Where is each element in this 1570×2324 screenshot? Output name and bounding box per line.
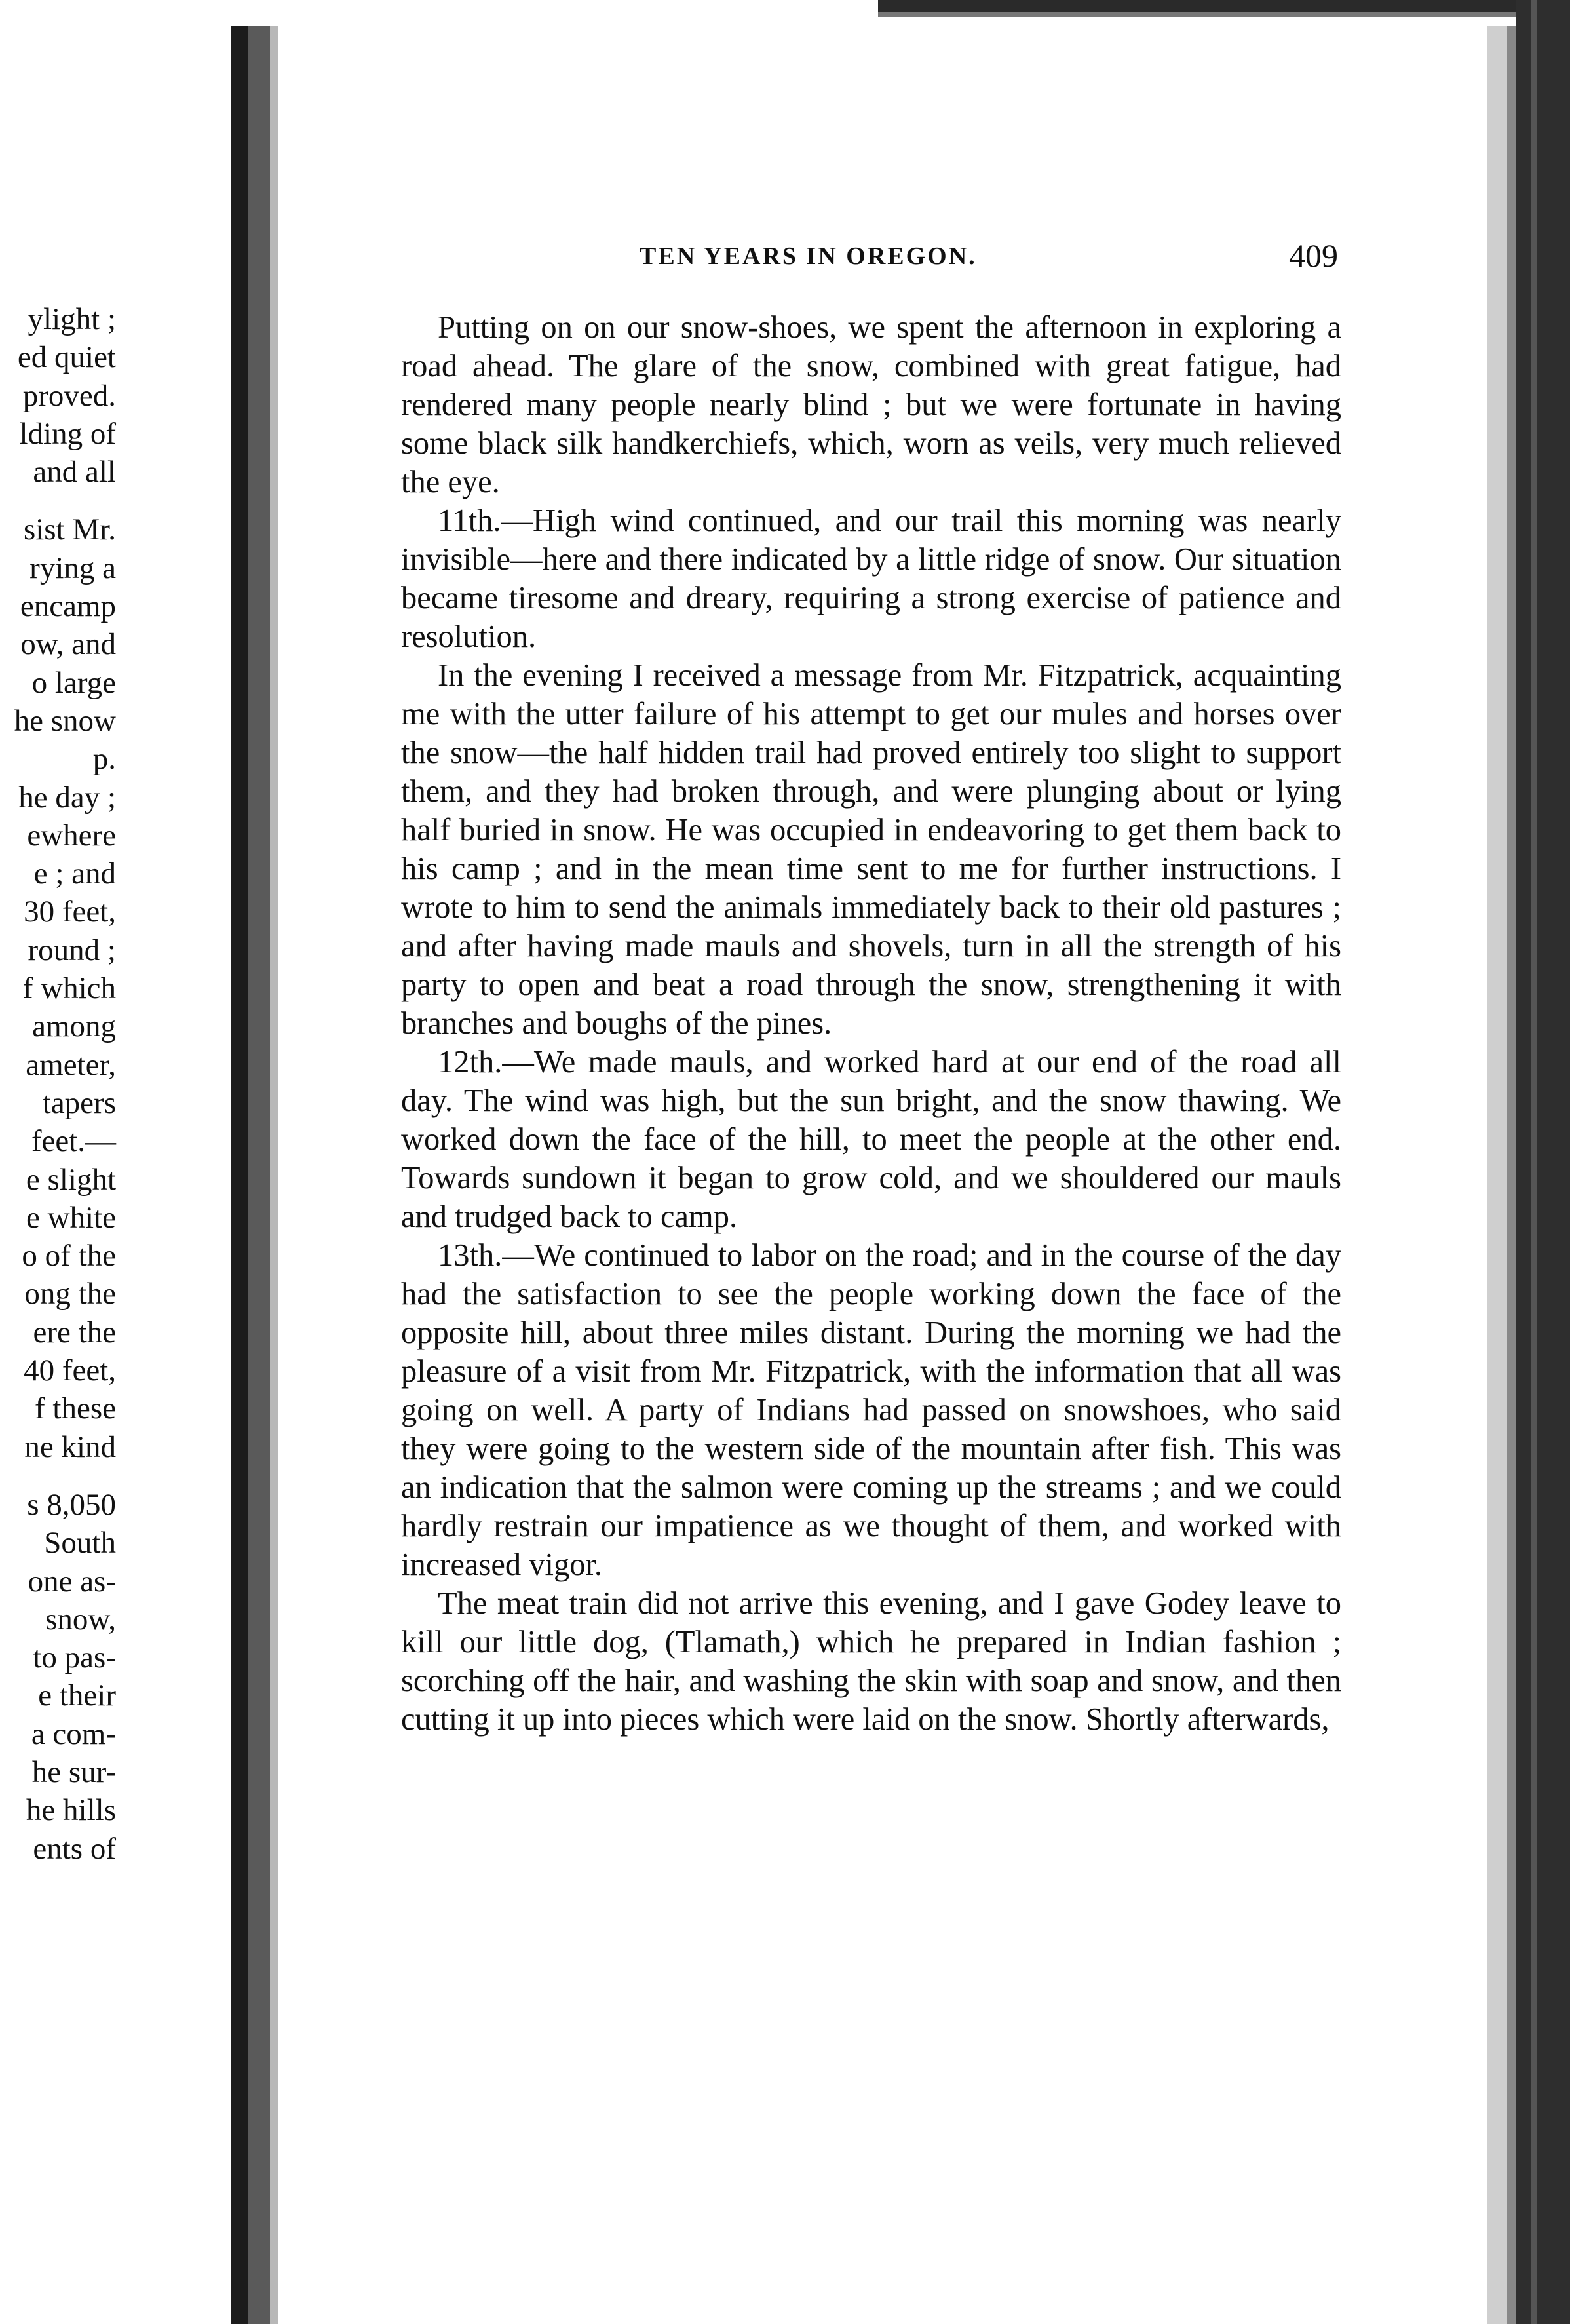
left-fragment: o of the <box>22 1239 116 1273</box>
gutter-fade <box>270 26 278 2324</box>
left-fragment: sist Mr. <box>23 513 116 547</box>
left-fragment: o large <box>31 665 116 700</box>
left-fragment: encamp <box>20 589 116 624</box>
left-fragment: among <box>32 1009 116 1044</box>
left-fragment: f these <box>35 1391 116 1426</box>
left-fragment: e white <box>26 1200 116 1235</box>
top-edge-light <box>878 12 1570 17</box>
left-fragment: rying a <box>29 551 116 585</box>
page-edge-line <box>1507 26 1516 2324</box>
running-head: TEN YEARS IN OREGON. <box>640 242 977 270</box>
left-fragment: 40 feet, <box>24 1353 116 1388</box>
left-fragment: he snow <box>14 703 116 738</box>
paragraph: 12th.—We made mauls, and worked hard at our end of the road all day. The wind was high, but the sun bright, and the snow thawing. We worked down the face of the hill, to meet the people at the other end. Towards sundown it began to grow cold, and we shouldered our mauls and trudged back to camp. <box>401 1045 1341 1234</box>
left-fragment: to pas- <box>33 1640 116 1675</box>
paragraph: The meat train did not arrive this evening, and I gave Godey leave to kill our little dog, (Tlamath,) which he prepared in Indian fashion ; scorching off the hair, and washing the skin with soap and snow, and then cutting it up into pieces which were laid on the snow. Shortly afterwards, <box>401 1586 1341 1737</box>
left-fragment: s 8,050 <box>27 1487 116 1522</box>
left-fragment: f which <box>22 971 116 1006</box>
left-facing-page <box>0 0 233 2324</box>
left-fragment: a com- <box>31 1716 116 1751</box>
paragraph: 13th.—We continued to labor on the road; and in the course of the day had the satisfaction to see the people working down the face of the opposite hill, about three miles distant. During the morning we had the pleasure of a visit from Mr. Fitzpatrick, with the information that all was going on well. A party of Indians had passed on snowshoes, who said they were going to the western side of the mountain after fish. This was an indication that the salmon were coming up the streams ; and we could hardly restrain our impatience as we thought of them, and worked with increased vigor. <box>401 1238 1341 1582</box>
page-body <box>401 308 1341 1739</box>
left-fragment: tapers <box>42 1085 116 1120</box>
left-fragment: round ; <box>28 933 116 967</box>
left-fragment: ow, and <box>20 627 116 662</box>
paragraph: Putting on on our snow-shoes, we spent the afternoon in exploring a road ahead. The glare of the snow, combined with great fatigue, had rendered many people nearly blind ; but we were fortunate in having some black silk handkerchiefs, which, worn as veils, very much relieved the eye. <box>401 310 1341 499</box>
paragraph: 11th.—High wind continued, and our trail this morning was nearly invisible—here and there indicated by a little ridge of snow. Our situation became tiresome and dreary, requiring a strong exercise of patience and resolution. <box>401 503 1341 654</box>
left-page-text-fragments <box>0 300 116 1868</box>
left-fragment: ong the <box>24 1277 116 1311</box>
left-fragment: ne kind <box>24 1429 116 1464</box>
paragraph: In the evening I received a message from Mr. Fitzpatrick, acquainting me with the utter failure of his attempt to get our mules and horses over the snow—the half hidden trail had proved entirely too slight to support them, and they had broken through, and were plunging about or lying half buried in snow. He was occupied in endeavoring to get them back to his camp ; and in the mean time sent to me for further instructions. I wrote to him to send the animals immediately back to their old pastures ; and after having made mauls and shovels, turn in all the strength of his party to open and beat a road through the snow, strengthening it with branches and boughs of the pines. <box>401 658 1341 1041</box>
page-edge-highlight <box>1531 0 1537 2324</box>
gutter-shadow <box>231 26 248 2324</box>
left-fragment: ents of <box>33 1831 116 1866</box>
left-fragment: 30 feet, <box>24 895 116 929</box>
left-fragment: lding of <box>19 416 116 451</box>
left-fragment: ere the <box>33 1315 116 1349</box>
left-fragment: ewhere <box>27 818 116 853</box>
left-fragment: e slight <box>26 1162 116 1197</box>
left-fragment: p. <box>92 742 116 777</box>
left-fragment: he sur- <box>31 1754 116 1789</box>
page-edge-dark <box>1516 0 1570 2324</box>
left-fragment: ed quiet <box>17 340 116 375</box>
left-fragment: ameter, <box>26 1047 116 1082</box>
page-edge-shade <box>1487 26 1507 2324</box>
left-fragment: and all <box>33 455 116 490</box>
left-fragment: feet.— <box>31 1124 116 1159</box>
page-header <box>401 233 1338 279</box>
gutter-inner <box>248 26 270 2324</box>
left-fragment: South <box>44 1526 116 1560</box>
left-fragment: one as- <box>28 1564 116 1598</box>
left-fragment: snow, <box>45 1602 116 1636</box>
page-number: 409 <box>1289 237 1338 274</box>
left-fragment: e their <box>38 1678 116 1713</box>
left-fragment: ylight ; <box>28 302 116 336</box>
left-fragment: proved. <box>22 378 116 413</box>
left-fragment: he hills <box>26 1793 116 1828</box>
left-fragment: he day ; <box>18 780 116 815</box>
left-fragment: e ; and <box>33 857 116 891</box>
